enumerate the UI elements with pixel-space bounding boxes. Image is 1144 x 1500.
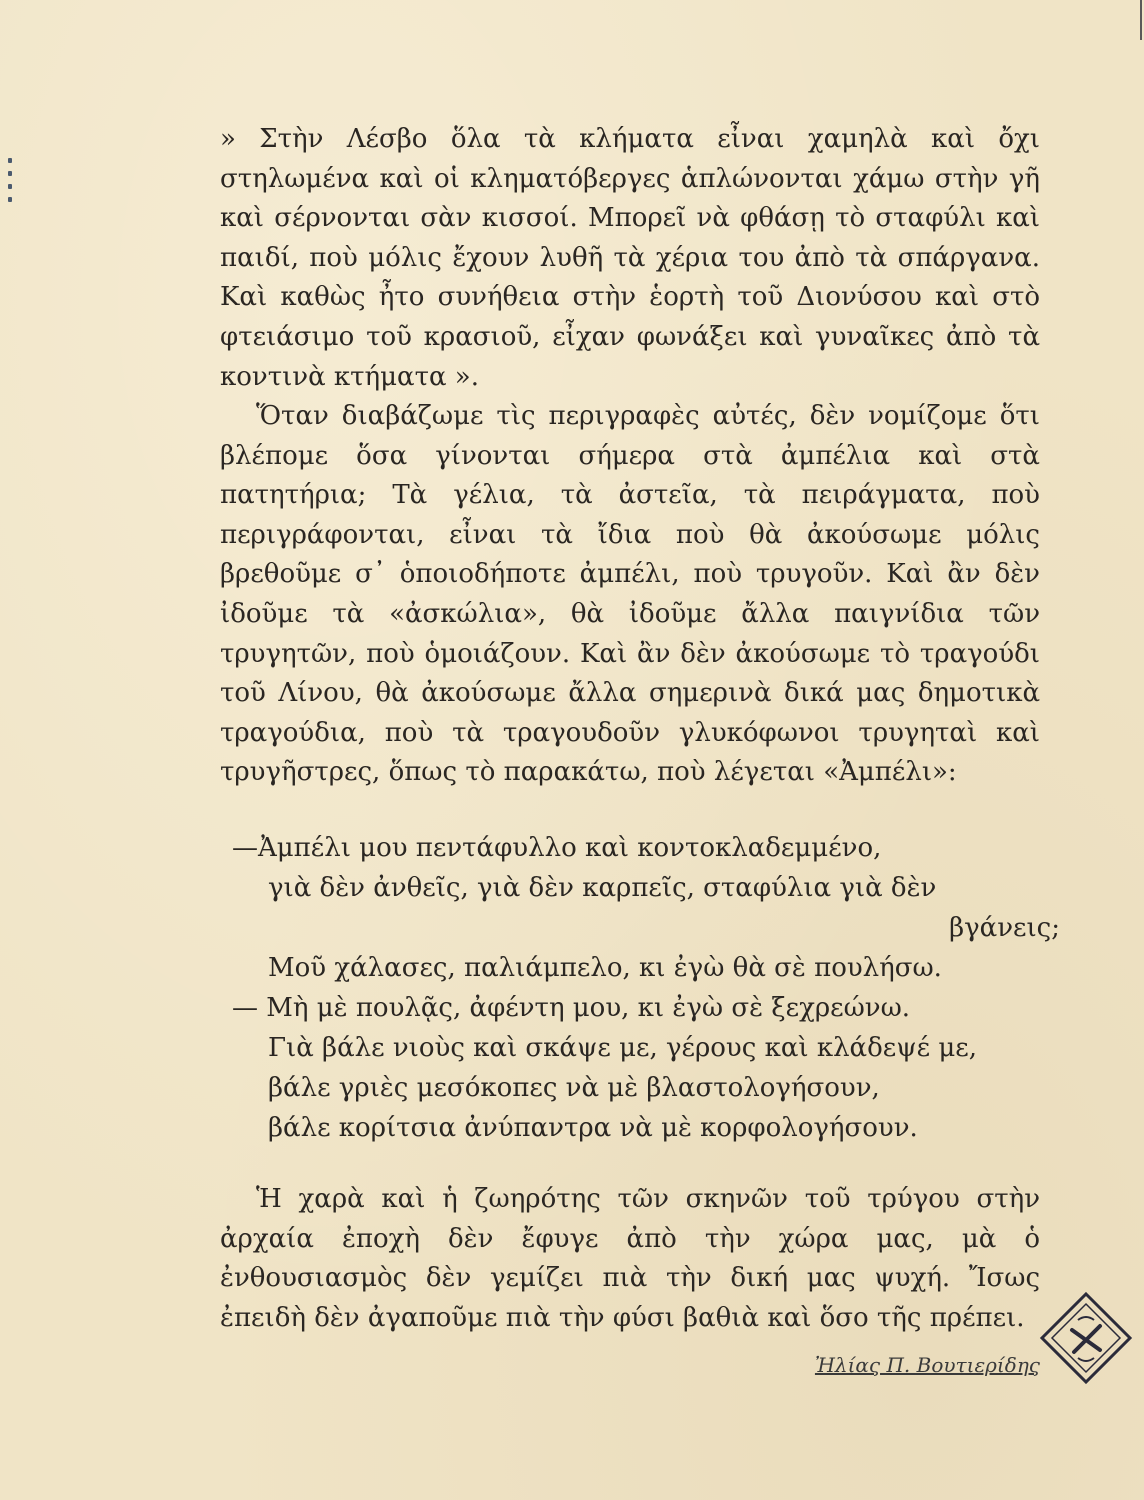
folk-song-poem	[232, 828, 1062, 1148]
poem-line-continuation: βγάνεις;	[949, 913, 1060, 943]
poem-line: βάλε κορίτσια ἀνύπαντρα νὰ μὲ κορφολογήσουν.	[268, 1113, 918, 1143]
library-stamp-icon	[1038, 1290, 1134, 1386]
poem-line: Μοῦ χάλασες, παλιάμπελο, κι ἐγὼ θὰ σὲ πουλήσω.	[268, 953, 942, 983]
paragraph-text: Ἡ χαρὰ καὶ ἡ ζωηρότης τῶν σκηνῶν τοῦ τρύγου στὴν ἀρχαία ἐποχὴ δὲν ἔφυγε ἀπὸ τὴν χώρα μας, μὰ ὁ ἐνθουσιασμὸς δὲν γεμίζει πιὰ τὴν δική μας ψυχή. Ἴσως ἐπειδὴ δὲν ἀγαποῦμε πιὰ τὴν φύσι βαθιὰ καὶ ὅσο τῆς πρέπει.	[220, 1184, 1040, 1333]
paragraph-commentary	[220, 397, 1040, 793]
binding-mark	[8, 184, 12, 189]
poem-line: γιὰ δὲν ἀνθεῖς, γιὰ δὲν καρπεῖς, σταφύλια γιὰ δὲν	[268, 873, 937, 903]
binding-marks	[6, 150, 14, 210]
poem-line: Γιὰ βάλε νιοὺς καὶ σκάψε με, γέρους καὶ κλάδεψέ με,	[268, 1033, 977, 1063]
poem-line: βάλε γριὲς μεσόκοπες νὰ μὲ βλαστολογήσουν,	[268, 1073, 880, 1103]
corner-mark	[1130, 0, 1142, 40]
paragraph-text: » Στὴν Λέσβο ὅλα τὰ κλήματα εἶναι χαμηλὰ καὶ ὄχι στηλωμένα καὶ οἱ κληματόβεργες ἁπλώνονται χάμω στὴν γῆ καὶ σέρνονται σὰν κισσοί. Μπορεῖ νὰ φθάσῃ τὸ σταφύλι καὶ παιδί, ποὺ μόλις ἔχουν λυθῆ τὰ χέρια του ἀπὸ τὰ σπάργανα. Καὶ καθὼς ἦτο συνήθεια στὴν ἑορτὴ τοῦ Διονύσου καὶ στὸ φτειάσιμο τοῦ κρασιοῦ, εἶχαν φωνάξει καὶ γυναῖκες ἀπὸ τὰ κοντινὰ κτήματα ».	[220, 124, 1040, 392]
binding-mark	[8, 158, 12, 163]
binding-mark	[8, 197, 12, 202]
paragraph-quote	[220, 120, 1040, 397]
paragraph-text: Ὅταν διαβάζωμε τὶς περιγραφὲς αὐτές, δὲν νομίζομε ὅτι βλέπομε ὅσα γίνονται σήμερα στὰ ἀμπέλια καὶ στὰ πατητήρια; Τὰ γέλια, τὰ ἀστεῖα, τὰ πειράγματα, ποὺ περιγράφονται, εἶναι τὰ ἴδια ποὺ θὰ ἀκούσωμε μόλις βρεθοῦμε σ᾽ ὁποιοδήποτε ἀμπέλι, ποὺ τρυγοῦν. Καὶ ἂν δὲν ἰδοῦμε τὰ «ἀσκώλια», θὰ ἰδοῦμε ἄλλα παιγνίδια τῶν τρυγητῶν, ποὺ ὁμοιάζουν. Καὶ ἂν δὲν ἀκούσωμε τὸ τραγούδι τοῦ Λίνου, θὰ ἀκούσωμε ἄλλα σημερινὰ δικά μας δημοτικὰ τραγούδια, ποὺ τὰ τραγουδοῦν γλυκόφωνοι τρυγηταὶ καὶ τρυγῆστρες, ὅπως τὸ παρακάτω, ποὺ λέγεται «Ἀμπέλι»:	[220, 401, 1040, 788]
poem-line: — Μὴ μὲ πουλᾷς, ἀφέντη μου, κι ἐγὼ σὲ ξεχρεώνω.	[232, 993, 911, 1023]
author-signature: Ἠλίας Π. Βουτιερίδης	[814, 1353, 1040, 1377]
paragraph-conclusion	[220, 1180, 1040, 1338]
binding-mark	[8, 171, 12, 176]
poem-line: —Ἀμπέλι μου πεντάφυλλο καὶ κοντοκλαδεμμένο,	[232, 833, 882, 863]
